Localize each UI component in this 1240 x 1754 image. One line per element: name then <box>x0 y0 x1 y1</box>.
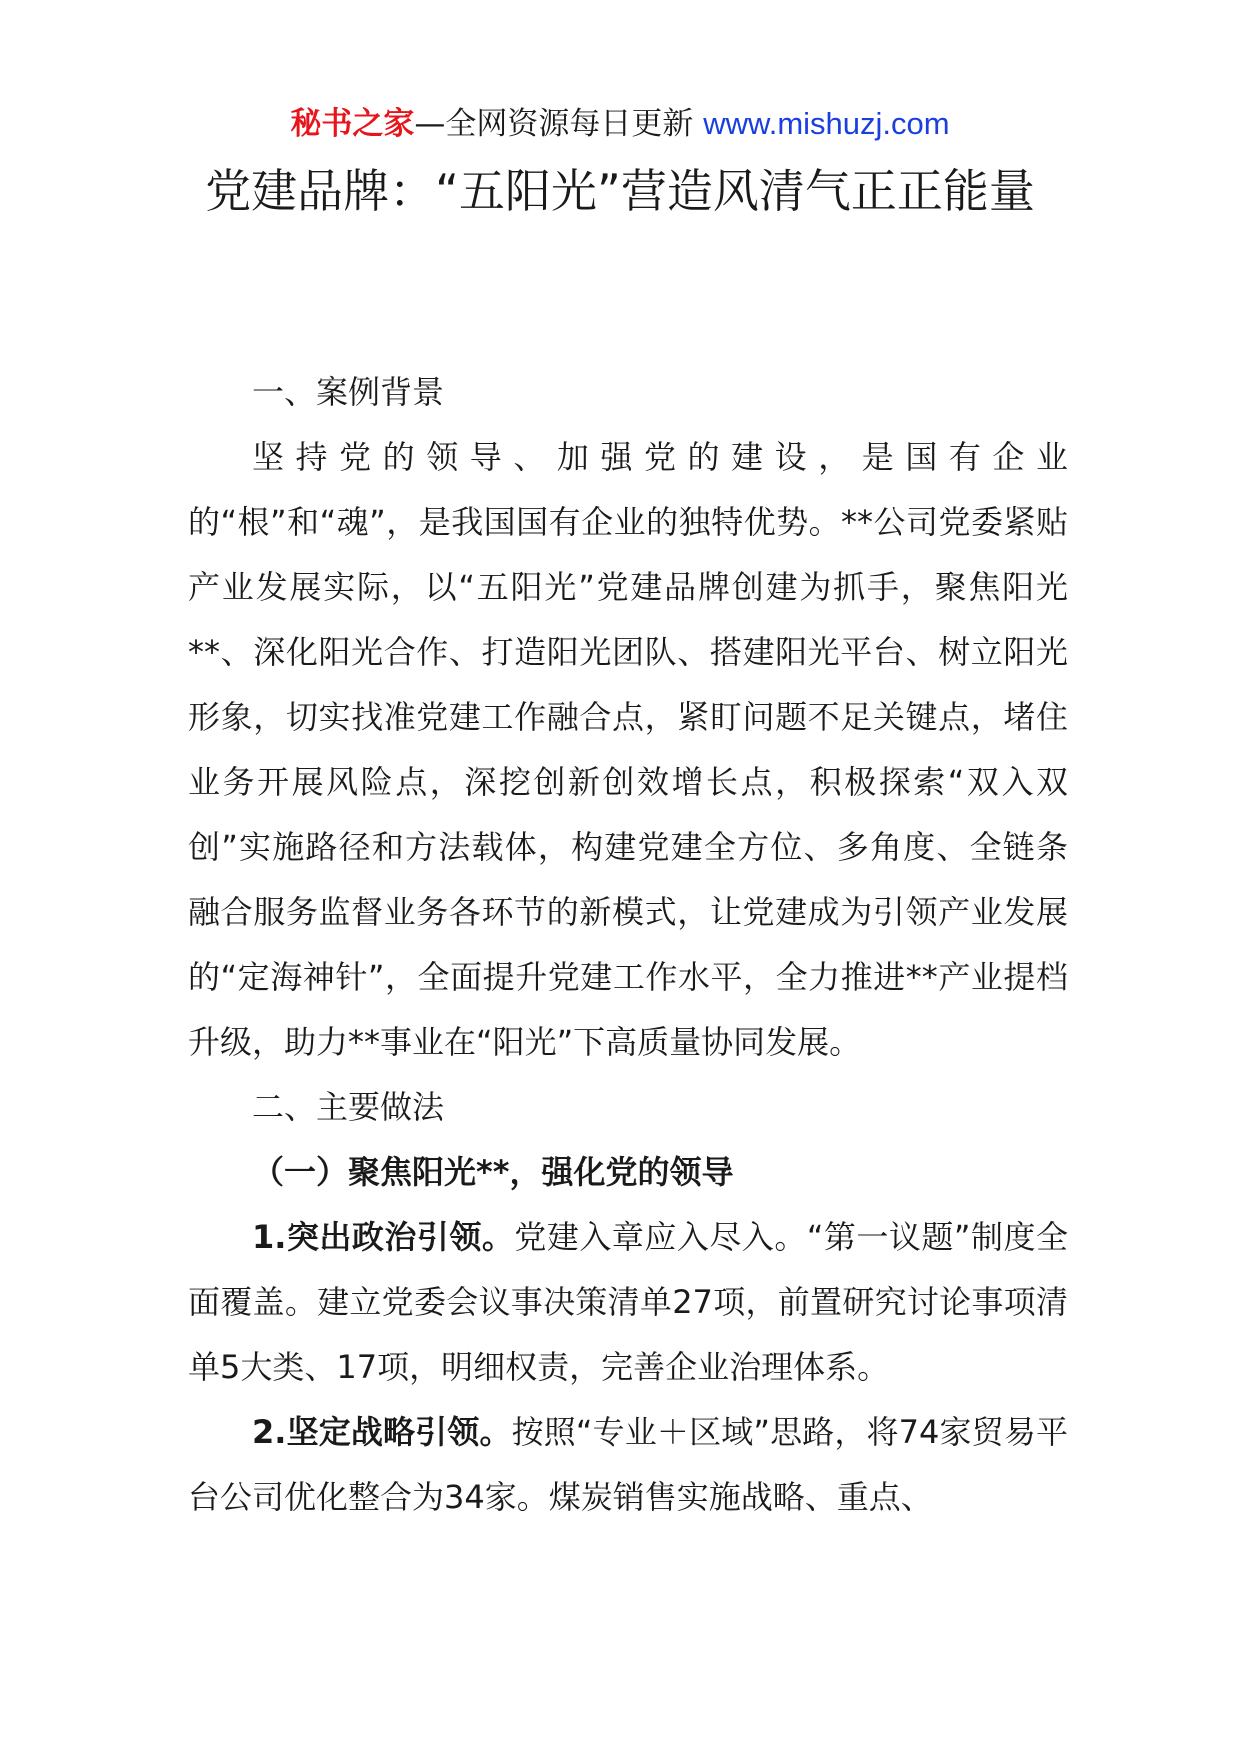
site-brand: 秘书之家 <box>290 106 415 142</box>
site-header <box>0 102 1240 146</box>
document-body <box>188 360 1068 1530</box>
paragraph-item-2 <box>188 1400 1068 1530</box>
site-url[interactable]: www.mishuzj.com <box>703 106 950 141</box>
section-heading-background: 一、案例背景 <box>252 373 445 411</box>
site-tagline: —全网资源每日更新 <box>414 106 704 142</box>
section-heading-main-practices: 二、主要做法 <box>252 1088 445 1126</box>
paragraph-background: 坚持党的领导、加强党的建设，是国有企业的“根”和“魂”，是我国国有企业的独特优势。**公司党委紧贴产业发展实际，以“五阳光”党建品牌创建为抓手，聚焦阳光**、深化阳光合作、打造阳光团队、搭建阳光平台、树立阳光形象，切实找准党建工作融合点，紧盯问题不足关键点，堵住业务开展风险点，深挖创新创效增长点，积极探索“双入双创”实施路径和方法载体，构建党建全方位、多角度、全链条融合服务监督业务各环节的新模式，让党建成为引领产业发展的“定海神针”，全面提升党建工作水平，全力推进**产业提档升级，助力**事业在“阳光”下高质量协同发展。 <box>188 438 1068 1061</box>
item-1-lead: 1.突出政治引领。 <box>252 1218 515 1256</box>
document-title: 党建品牌：“五阳光”营造风清气正正能量 <box>205 164 1035 218</box>
item-2-lead: 2.坚定战略引领。 <box>252 1413 512 1451</box>
item-1-text: 党建入章应入尽入。“第一议题”制度全面覆盖。建立党委会议事决策清单27项，前置研究讨论事项清单5大类、17项，明细权责，完善企业治理体系。 <box>188 1218 1068 1386</box>
subsection-heading-1-text: （一）聚焦阳光**，强化党的领导 <box>252 1153 734 1191</box>
item-2-text: 按照“专业＋区域”思路，将74家贸易平台公司优化整合为34家。煤炭销售实施战略、重点、 <box>188 1413 1068 1516</box>
subsection-heading-1 <box>188 1140 1068 1205</box>
paragraph-item-1 <box>188 1205 1068 1400</box>
